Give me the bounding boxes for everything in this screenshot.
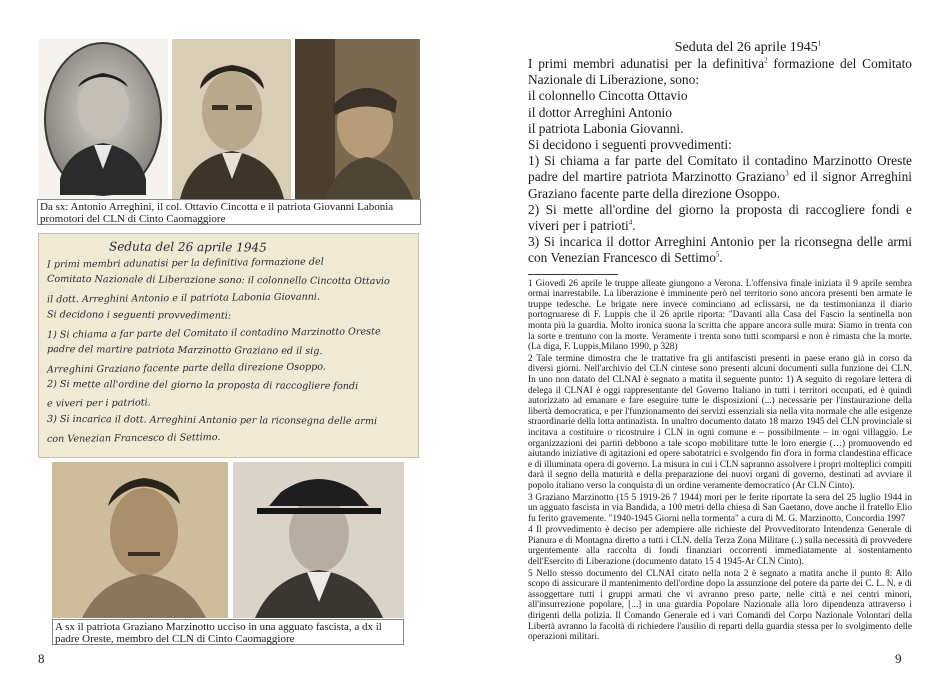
manuscript-line: il dott. Arreghini Antonio e il patriota Labonia Giovanni. bbox=[46, 291, 321, 305]
decision-2: 2) Si mette all'ordine del giorno la proposta di raccogliere fondi e viveri per i patrioti$^4$. bbox=[528, 201, 912, 234]
footnote-3: 3 Graziano Marzinotto (15 5 1919-26 7 1944) mori per le ferite riportate la sera del 25 luglio 1944 in un agguato fascista in via Bandida, a 100 metri della chiesa di San Gaetano, dove anche il fratello Elio fu ferito gravemente. "1940-1945 Giorni nella tormenta" a cura di M. G. Marzinotto, Concordia 1997 bbox=[528, 492, 912, 524]
manuscript-line: e viveri per i patrioti. bbox=[46, 396, 151, 410]
decision-1: 1) Si chiama a far parte del Comitato il contadino Marzinotto Oreste padre del martire patriota Marzinotto Graziano$^3$ ed il signor Arreghini Graziano facente parte della direzione Osoppo. bbox=[528, 153, 912, 201]
manuscript-title: Seduta del 26 aprile 1945 bbox=[108, 239, 267, 255]
decisions-intro: Si decidono i seguenti provvedimenti: bbox=[528, 137, 732, 153]
manuscript-document bbox=[38, 233, 419, 458]
manuscript-line: I primi membri adunatisi per la definitiva formazione del bbox=[46, 256, 324, 270]
decision-3: 3) Si incarica il dottor Arreghini Antonio per la riconsegna delle armi con Venezian Francesco di Settimo$^5$. bbox=[528, 234, 912, 266]
bottom-photo-caption: A sx il patriota Graziano Marzinotto ucciso in una agguato fascista, a dx il padre Oreste, membro del CLN di Cinto Caomaggiore bbox=[52, 619, 404, 645]
manuscript-line: Comitato Nazionale di Liberazione sono: il colonnello Cincotta Ottavio bbox=[46, 273, 390, 288]
manuscript-line: con Venezian Francesco di Settimo. bbox=[46, 431, 221, 445]
photo-giovanni-labonia bbox=[295, 39, 420, 199]
manuscript-line: Arreghini Graziano facente parte della direzione Osoppo. bbox=[46, 361, 326, 375]
footnote-2: 2 Tale termine dimostra che le trattative fra gli antifascisti presenti in paese erano già in corso da diversi giorni. Nell'archivio del CLN cintese sono presenti alcuni documenti sulla funzione dei CLN. In uno non datato del CLNAI è segnato a matita il seguente punto: 1) A seguito di regolare lettera di delega il CLNAI è oggi rappresentante del Governo Italiano in tutti i territori occupati, ed è quindi autorizzato ad emanare e fare eseguire tutte le disposizioni (...) necessarie per l'instaurazione della libertà democratica, e per l'funzionamento dei servizi essenziali sia nella vita normale che alle esigenze straordinarie della lotta antinazista. In unaltro documento datato 18 marzo 1945 del CLN provinciale si incitava a costituire o ricostruire i CLN in ogni comune e – possibilmente – in ogni villaggio. Le organizzazioni dei partiti debbono a tale scopo mobilitare tutte le loro energie (…) promuovendo ed aiutando iniziative di agitazioni ed opere sabotatrici e svolgendo fin d'ora in forma clandestina efficace e di illuminata opera di governo. La misura in cui i CLN sapranno assolvere i propri molteplici compiti darà il segno della maturità e della preparazione dei nuovi organi di governo, destinati ad avviare il popolo italiano verso la conquista di un ordine veramente democratico (Ar CLN Cinto). bbox=[528, 353, 912, 491]
footnote-5: 5 Nello stesso documento del CLNAI citato nella nota 2 è segnato a matita anche il punto 8: Allo scopo di assicurare il mantenimento dell'ordine dopo la assunzione del potere da parte dei C. L. N. e di assoggettare tutti i gruppi armati che vi avranno preso parte, nelle città e nei centri minori, all'insurrezione popolare, [...] in una guardia Popolare Nazionale alla loro dipendenza attraverso i dirigenti della polizia. Il Comando Generale ed i vari Comandi del Corpo Nazionale Volontari della Libertà avranno la facoltà di richiedere l'ausilio di reparti della guardia stessa per lo svolgimento delle operazioni militari. bbox=[528, 568, 912, 643]
session-heading: Seduta del 26 aprile 1945$^1$ bbox=[674, 39, 822, 55]
page-number-left: 8 bbox=[38, 651, 45, 666]
manuscript-line: 3) Si incarica il dott. Arreghini Antonio per la riconsegna delle armi bbox=[46, 413, 378, 428]
photo-oreste-marzinotto bbox=[233, 462, 404, 618]
top-photo-caption: Da sx: Antonio Arreghini, il col. Ottavio Cincotta e il patriota Giovanni Labonia promotori del CLN di Cinto Caomaggiore bbox=[37, 199, 421, 225]
member-3: il patriota Labonia Giovanni. bbox=[528, 120, 684, 136]
manuscript-line: 1) Si chiama a far parte del Comitato il contadino Marzinotto Oreste bbox=[46, 325, 381, 341]
manuscript-line: 2) Si mette all'ordine del giorno la proposta di raccogliere fondi bbox=[46, 378, 359, 393]
footnote-1: 1 Giovedì 26 aprile le truppe alleate giungono a Verona. L'offensiva finale iniziata il 9 aprile sembra ormai inarrestabile. La liberazione è imminente però nel territorio sono ancora presenti ben armate le truppe tedesche. Le brigate nere invece cominciano ad eclissarsi, ne da testimonianza il diario portogruarese di F. Luppis che il 26 aprile riporta: "Davanti alla Casa del Fascio la sentinella non monta più la guardia. Molto ironica suona la scritta che appare ancora sulle mura: Siamo in trenta con la sorte e trentuno con la morte. Veramente i trenta sono tutti scomparsi e non è rimasta che la morte.(La diga, F. Luppis,Milano 1990, p 328) bbox=[528, 278, 912, 353]
page-number-right: 9 bbox=[895, 651, 902, 666]
intro-paragraph: I primi membri adunatisi per la definitiva$^2$ formazione del Comitato Nazionale di Liberazione, sono: bbox=[528, 56, 912, 88]
photo-graziano-marzinotto bbox=[52, 462, 228, 618]
photo-antonio-arreghini bbox=[38, 39, 168, 199]
photo-ottavio-cincotta bbox=[172, 39, 291, 199]
footnote-divider bbox=[528, 274, 618, 275]
right-page-text bbox=[528, 40, 912, 644]
manuscript-line: Si decidono i seguenti provvedimenti: bbox=[46, 309, 232, 322]
member-1: il colonnello Cincotta Ottavio bbox=[528, 88, 688, 104]
footnote-4: 4 Il provvedimento è deciso per adempiere alle richieste del Provveditorato Intendenza Generale di Pianura e di Montagna diretto a tutti i CLN. della Terza Zona Militare (..) sulla necessità di provvedere urgentemente alla raccolta di fondi finanziari occorrenti immediatamente al sostentamento dell'Esercito di Liberazione (documento datato 15 4 1945-Ar CLN Cinto). bbox=[528, 525, 912, 568]
manuscript-line: padre del martire patriota Marzinotto Graziano ed il sig. bbox=[46, 344, 323, 357]
member-2: il dottor Arreghini Antonio bbox=[528, 104, 672, 120]
